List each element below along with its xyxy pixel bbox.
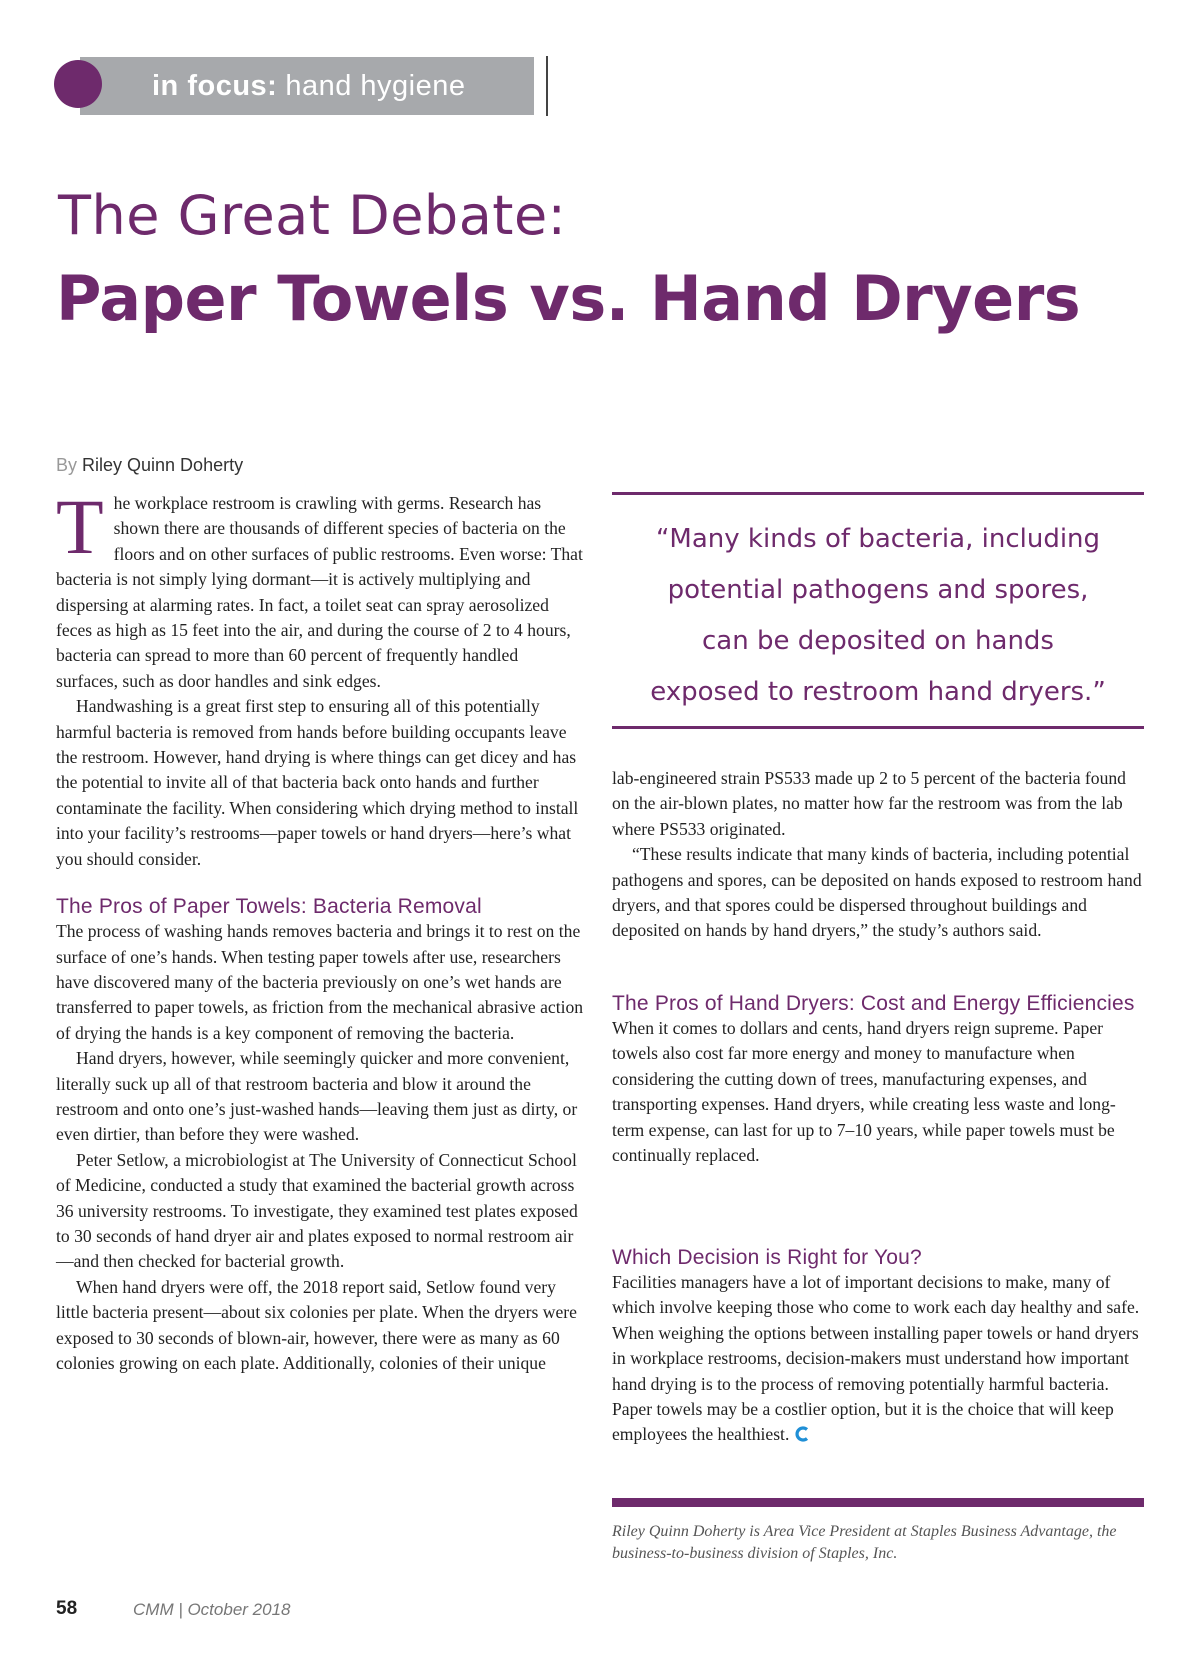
pull-quote <box>612 514 1144 718</box>
section-heading-paper-towels: The Pros of Paper Towels: Bacteria Removal <box>56 895 482 919</box>
paragraph <box>612 1270 1144 1448</box>
byline-author: Riley Quinn Doherty <box>82 455 244 475</box>
paragraph: When it comes to dollars and cents, hand dryers reign supreme. Paper towels also cost far more energy and money to manufacture when considering the cutting down of trees, manufacturing expenses, and transporting expenses. Hand dryers, while creating less waste and long-term expense, can last for up to 7–10 years, while paper towels must be continually replaced. <box>612 1018 1116 1166</box>
section-heading-decision: Which Decision is Right for You? <box>612 1246 922 1269</box>
banner-divider <box>546 56 548 116</box>
article-column-left <box>56 483 584 1376</box>
intro-text: he workplace restroom is crawling with germs. Research has shown there are thousands of different species of bacteria on the floors and on other surfaces of public restrooms. Even worse: That bacteria is not simply lying dormant—it is actively multiplying and dispersing at alarming rates. In fact, a toilet seat can spray aerosolized feces as high as 15 feet into the air, and during the course of 2 to 4 hours, bacteria can spread to more than 60 percent of frequently handled surfaces, such as door handles and sink edges. <box>56 493 583 691</box>
pull-quote-line: “Many kinds of bacteria, including <box>655 524 1101 554</box>
paragraph: Hand dryers, however, while seemingly quicker and more convenient, literally suck up all of that restroom bacteria and blow it around the restroom and onto one’s just-washed hands—leaving them just as dirty, or even dirtier, than before they were washed. <box>56 1048 578 1145</box>
pull-quote-line: potential pathogens and spores, <box>667 575 1089 605</box>
page-title-line1: The Great Debate: <box>58 184 567 247</box>
pull-quote-top-rule <box>612 492 1144 495</box>
article-column-right-top <box>612 766 1144 944</box>
section-banner <box>80 57 534 115</box>
intro-paragraph <box>56 483 584 694</box>
banner-label-bold: in focus: <box>152 69 278 102</box>
article-section-decision <box>612 1245 1144 1448</box>
section-heading-hand-dryers: The Pros of Hand Dryers: Cost and Energy Efficiencies <box>612 992 1135 1015</box>
pull-quote-bottom-rule <box>612 726 1144 729</box>
page-number: 58 <box>56 1598 78 1619</box>
publication-info: CMM | October 2018 <box>133 1600 291 1619</box>
pull-quote-line: can be deposited on hands <box>702 626 1054 656</box>
banner-circle-icon <box>54 60 102 108</box>
paragraph: When hand dryers were off, the 2018 report said, Setlow found very little bacteria present—about six colonies per plate. When the dryers were exposed to 30 seconds of blown-air, however, there were as many as 60 colonies growing on each plate. Additionally, colonies of their unique <box>56 1276 577 1373</box>
paragraph: The process of washing hands removes bacteria and brings it to rest on the surface of one’s hands. When testing paper towels after use, researchers have discovered many of the bacteria previously on one’s wet hands are transferred to paper towels, as friction from the mechanical abrasive action of drying the hands is a key component of removing the bacteria. <box>56 921 584 1043</box>
bio-divider <box>612 1498 1144 1507</box>
byline-prefix: By <box>56 455 78 475</box>
article-section-hand-dryers <box>612 991 1144 1168</box>
banner-label-topic: hand hygiene <box>285 69 466 102</box>
paragraph: Handwashing is a great first step to ensuring all of this potentially harmful bacteria is removed from hands before building occupants leave the restroom. However, hand drying is where things can get dicey and has the potential to invite all of that bacteria back onto hands and further contaminate the facility. When considering which drying method to install into your facility’s restrooms—paper towels or hand dryers—here’s what you should consider. <box>56 696 579 869</box>
pull-quote-line: exposed to restroom hand dryers.” <box>650 677 1106 707</box>
end-of-article-c-icon <box>795 1426 809 1442</box>
paragraph: Peter Setlow, a microbiologist at The University of Connecticut School of Medicine, conducted a study that examined the bacterial growth across 36 university restrooms. To investigate, they examined test plates exposed to 30 seconds of hand dryer air and plates exposed to normal restroom air—and then checked for bacterial growth. <box>56 1149 578 1272</box>
paragraph: “These results indicate that many kinds of bacteria, including potential pathogens and spores, can be deposited on hands exposed to restroom hand dryers, and that spores could be dispersed throughout buildings and deposited on hands by hand dryers,” the study’s authors said. <box>612 844 1142 941</box>
drop-cap: T <box>56 483 104 570</box>
author-bio: Riley Quinn Doherty is Area Vice President at Staples Business Advantage, the business-to-business division of Staples, Inc. <box>612 1523 1117 1562</box>
closing-text: Facilities managers have a lot of important decisions to make, many of which involve keeping those who come to work each day healthy and safe. When weighing the options between installing paper towels or hand dryers in workplace restrooms, decision-makers must understand how important hand drying is to the process of removing potentially harmful bacteria. Paper towels may be a costlier option, but it is the choice that will keep employees the healthiest. <box>612 1272 1140 1445</box>
byline <box>56 455 243 476</box>
paragraph-continued: lab-engineered strain PS533 made up 2 to 5 percent of the bacteria found on the air-blown plates, no matter how far the restroom was from the lab where PS533 originated. <box>612 768 1126 839</box>
page-title-line2: Paper Towels vs. Hand Dryers <box>56 262 1081 335</box>
